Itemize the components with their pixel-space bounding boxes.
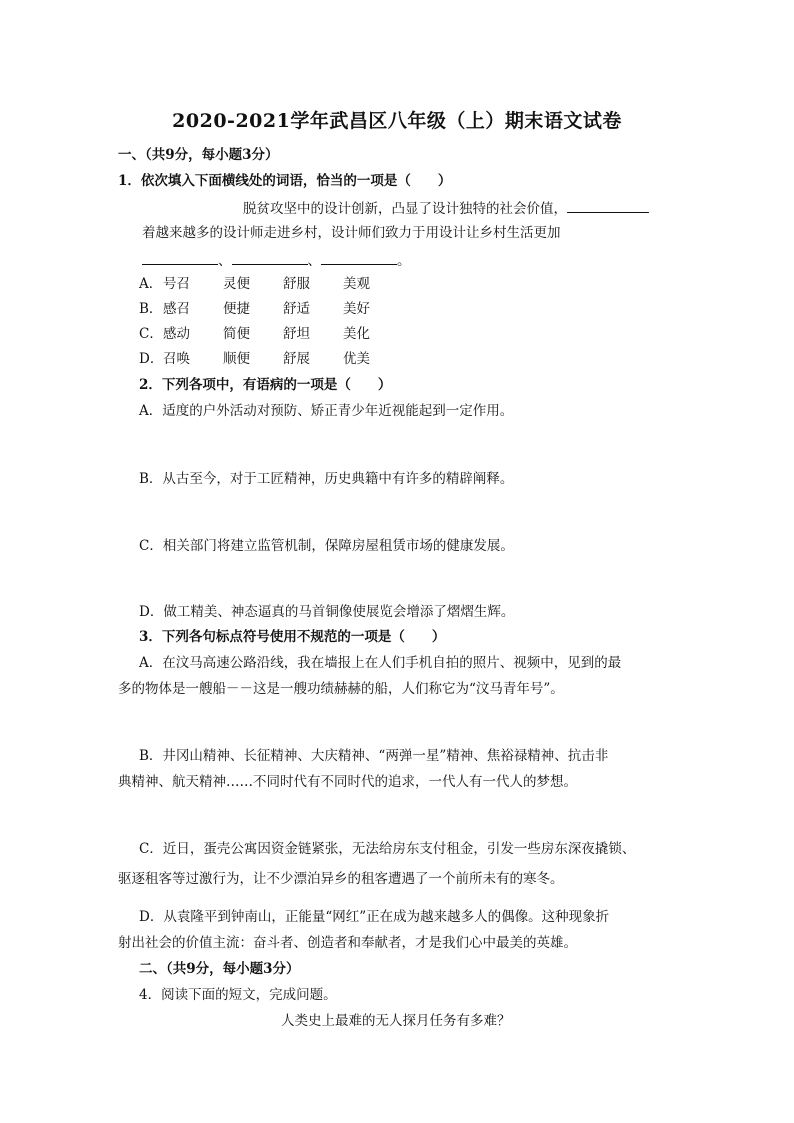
q1-passage-text-1: 脱贫攻坚中的设计创新，凸显了设计独特的社会价值， [243, 201, 567, 217]
option-letter: B． [139, 301, 163, 317]
section-2-heading: 二、（共9分，每小题3分） [139, 961, 300, 977]
q1-option-b [139, 300, 403, 318]
period: 。 [397, 253, 411, 269]
option-word: 顺便 [223, 351, 250, 367]
option-word: 舒坦 [283, 326, 310, 342]
q3-option-b-line-2: 典精神、航天精神……不同时代有不同时代的追求，一代人有一代人的梦想。 [118, 774, 577, 790]
fill-blank-2 [142, 250, 218, 265]
option-word: 感召 [163, 301, 190, 317]
separator: 、 [218, 253, 232, 269]
q3-option-c-line-2: 驱逐租客等过激行为，让不少漂泊异乡的租客遭遇了一个前所未有的寒冬。 [118, 871, 564, 887]
q3-option-a-line-2: 多的物体是一艘船－－这是一艘功绩赫赫的船，人们称它为“汶马青年号”。 [118, 681, 564, 697]
separator: 、 [307, 253, 321, 269]
fill-blank-1 [567, 198, 649, 213]
option-word: 美好 [343, 301, 370, 317]
option-word: 号召 [163, 276, 190, 292]
q2-option-d: D．做工精美、神态逼真的马首铜像使展览会增添了熠熠生辉。 [139, 604, 515, 620]
article-title: 人类史上最难的无人探月任务有多难？ [281, 1013, 511, 1029]
option-letter: D． [139, 351, 164, 367]
q1-option-a [139, 275, 403, 293]
option-word: 舒适 [283, 301, 310, 317]
option-letter: A． [139, 276, 163, 292]
q3-option-d-line-1: D．从袁隆平到钟南山，正能量“网红”正在成为越来越多人的偶像。这种现象折 [139, 909, 610, 925]
q1-passage-line-3 [142, 250, 411, 270]
fill-blank-4 [321, 250, 397, 265]
option-letter: C． [139, 326, 163, 342]
page-title: 2020-2021学年武昌区八年级（上）期末语文试卷 [172, 110, 622, 132]
q1-passage-line-1 [243, 198, 649, 218]
fill-blank-3 [232, 250, 308, 265]
section-1-heading: 一、（共9分，每小题3分） [118, 147, 279, 163]
option-word: 便捷 [223, 301, 250, 317]
option-word: 舒展 [283, 351, 310, 367]
option-word: 美化 [343, 326, 370, 342]
option-word: 灵便 [223, 276, 250, 292]
q1-option-d [139, 350, 403, 368]
option-word: 优美 [343, 351, 370, 367]
q2-stem: 2．下列各项中，有语病的一项是（ ） [139, 377, 392, 393]
q3-option-a-line-1: A．在汶马高速公路沿线，我在墙报上在人们手机自拍的照片、视频中，见到的最 [139, 655, 622, 671]
q3-option-b-line-1: B．井冈山精神、长征精神、大庆精神、“两弹一星”精神、焦裕禄精神、抗击非 [139, 748, 609, 764]
option-word: 舒服 [283, 276, 310, 292]
q4-stem: 4．阅读下面的短文，完成问题。 [139, 987, 337, 1003]
option-word: 感动 [163, 326, 190, 342]
q3-stem: 3．下列各句标点符号使用不规范的一项是（ ） [139, 629, 446, 645]
q1-passage-line-2: 着越来越多的设计师走进乡村，设计师们致力于用设计让乡村生活更加 [142, 225, 561, 241]
q1-stem: 1．依次填入下面横线处的词语，恰当的一项是（ ） [118, 173, 452, 189]
q1-option-c [139, 325, 403, 343]
option-word: 美观 [343, 276, 370, 292]
option-word: 简便 [223, 326, 250, 342]
q3-option-c-line-1: C．近日，蛋壳公寓因资金链紧张，无法给房东支付租金，引发一些房东深夜撬锁、 [139, 841, 636, 857]
q3-option-d-line-2: 射出社会的价值主流：奋斗者、创造者和奉献者，才是我们心中最美的英雄。 [118, 935, 577, 951]
option-word: 召唤 [163, 351, 190, 367]
q2-option-b: B．从古至今，对于工匠精神，历史典籍中有许多的精辟阐释。 [139, 471, 514, 487]
q2-option-a: A．适度的户外活动对预防、矫正青少年近视能起到一定作用。 [139, 403, 514, 419]
q2-option-c: C．相关部门将建立监管机制，保障房屋租赁市场的健康发展。 [139, 538, 514, 554]
